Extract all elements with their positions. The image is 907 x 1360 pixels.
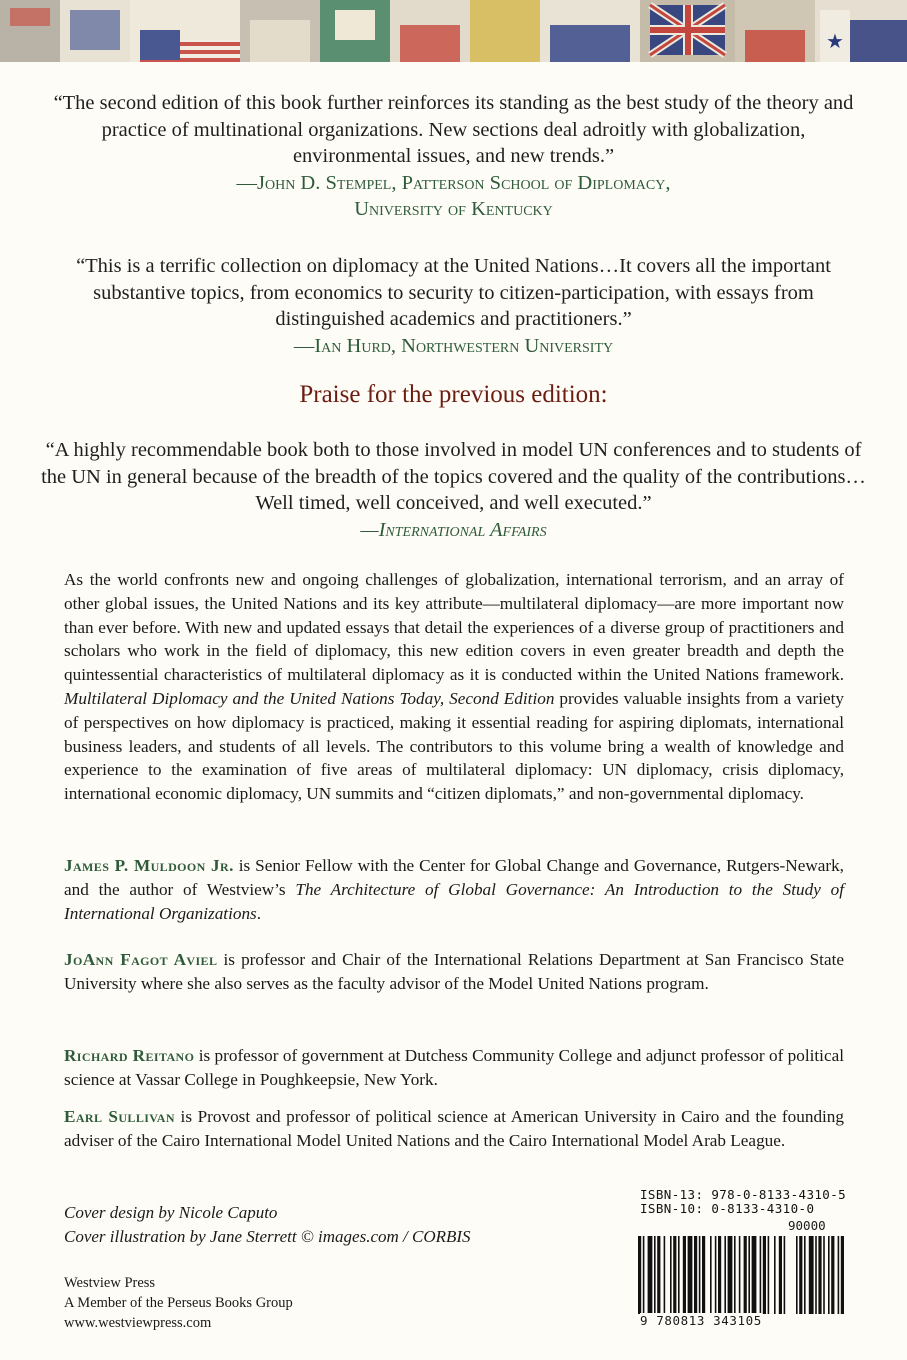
description-text: As the world confronts new and ongoing challenges of globalization, international terrorism, and an array of other global issues, the United Nations and its key attribute—multilateral diplomacy—are more important now than ever before. With new and updated essays that detail the experiences of a diverse group of practitioners and scholars who work in the field of diplomacy, this new edition covers in even greater breadth and depth the quintessential characteristics of multilateral diplomacy as it is conducted within the United Nations framework. — [64, 570, 844, 685]
barcode-bar — [734, 1236, 736, 1314]
barcode-bar — [744, 1236, 747, 1314]
author-bio-end: . — [256, 903, 262, 923]
barcode-bar — [702, 1236, 705, 1314]
barcode-bar — [763, 1236, 766, 1314]
barcode-bar — [796, 1236, 798, 1314]
barcode-bar — [688, 1236, 693, 1314]
quote-attribution: —John D. Stempel, Patterson School of Diplomacy, — [236, 171, 671, 194]
barcode-bar — [654, 1236, 656, 1314]
flags-illustration-icon — [0, 0, 907, 62]
author-name: Earl Sullivan — [64, 1107, 175, 1126]
price-code: 90000 — [788, 1218, 826, 1233]
barcode-bar — [768, 1236, 770, 1314]
barcode-bar — [779, 1236, 782, 1314]
quote-attribution-affiliation: University of Kentucky — [354, 198, 553, 220]
author-bio-aviel — [64, 948, 844, 996]
cover-credits — [64, 1201, 471, 1249]
publisher-info — [64, 1273, 293, 1333]
barcode-bar — [739, 1236, 741, 1314]
barcode-bar — [809, 1236, 814, 1314]
author-bio: is professor of government at Dutchess Community College and adjunct professor of political science at Vassar College in Poughkeepsie, New York. — [64, 1046, 844, 1089]
author-name: Richard Reitano — [64, 1046, 195, 1065]
svg-text:★: ★ — [826, 31, 844, 53]
barcode-bar — [838, 1236, 840, 1314]
barcode-bar — [804, 1236, 806, 1314]
barcode-bar — [638, 1236, 641, 1314]
barcode-bar — [718, 1236, 721, 1314]
author-book-title: The Architecture of Global Governance: An Introduction to the Study of International Organizations — [64, 879, 844, 923]
author-name: JoAnn Fagot Aviel — [64, 950, 218, 969]
barcode-digits: 9 780813 343105 — [640, 1313, 762, 1328]
quote-hurd — [40, 253, 867, 359]
publisher-url[interactable]: www.westviewpress.com — [64, 1315, 212, 1331]
barcode-bar — [841, 1236, 844, 1314]
barcode-bar — [815, 1236, 817, 1314]
isbn-10: ISBN-10: 0-8133-4310-0 — [640, 1201, 815, 1216]
barcode-bar — [678, 1236, 680, 1314]
barcode-bar — [648, 1236, 653, 1314]
quote-attribution: —Ian Hurd, Northwestern University — [293, 334, 614, 357]
cover-design-credit: Cover design by Nicole Caputo — [64, 1203, 278, 1222]
barcode-bar — [670, 1236, 672, 1314]
flags-banner — [0, 0, 907, 62]
barcode-bar — [664, 1236, 666, 1314]
author-bio-sullivan — [64, 1105, 844, 1153]
barcode-bar — [699, 1236, 701, 1314]
barcode-bar — [710, 1236, 712, 1314]
barcode-bar — [823, 1236, 825, 1314]
barcode-bar — [657, 1236, 660, 1314]
barcode-bar — [760, 1236, 762, 1314]
author-bio-reitano — [64, 1044, 844, 1092]
cover-illustration-credit: Cover illustration by Jane Sterrett © images.com / CORBIS — [64, 1227, 471, 1246]
quote-text: “A highly recommendable book both to those involved in model UN conferences and to students of the UN in general because of the breadth of the topics covered and the quality of the contributions…Well timed, well conceived, and well executed.” — [41, 439, 866, 514]
quote-previous-edition — [40, 437, 867, 543]
author-bio-muldoon — [64, 854, 844, 925]
publisher-name: Westview Press — [64, 1275, 156, 1291]
book-title: Multilateral Diplomacy and the United Nations Today, Second Edition — [64, 688, 555, 708]
author-bio: is professor and Chair of the International Relations Department at San Francisco State University where she also serves as the faculty advisor of the Model United Nations program. — [64, 950, 844, 993]
barcode-bar — [799, 1236, 802, 1314]
book-description — [64, 568, 844, 806]
publisher-group: A Member of the Perseus Books Group — [64, 1295, 293, 1311]
barcode-bar — [673, 1236, 676, 1314]
quote-text: “The second edition of this book further reinforces its standing as the best study of the theory and practice of multinational organizations. New sections deal adroitly with globalization, environmental issues, and new trends.” — [53, 92, 854, 167]
barcode-bar — [831, 1236, 834, 1314]
barcode-bar — [818, 1236, 821, 1314]
barcode-bar — [784, 1236, 786, 1314]
praise-heading: Praise for the previous edition: — [299, 381, 608, 408]
author-bio: is Senior Fellow with the Center for Global Change and Governance, Rutgers-Newark, and the author of Westview’s — [64, 856, 844, 899]
quote-attribution: —International Affairs — [360, 518, 547, 541]
barcode-bar — [683, 1236, 686, 1314]
author-bio: is Provost and professor of political science at American University in Cairo and the founding adviser of the Cairo International Model United Nations and the Cairo International Model Arab League. — [64, 1107, 844, 1150]
barcode-bar — [643, 1236, 645, 1314]
barcode-bar — [728, 1236, 733, 1314]
barcode-bar — [774, 1236, 776, 1314]
barcode-bar — [828, 1236, 830, 1314]
author-name: James P. Muldoon Jr. — [64, 856, 234, 875]
barcode-bar — [752, 1236, 757, 1314]
isbn-13: ISBN-13: 978-0-8133-4310-5 — [640, 1187, 847, 1202]
isbn-block — [640, 1188, 846, 1216]
barcode-bar — [715, 1236, 717, 1314]
quote-text: “This is a terrific collection on diplomacy at the United Nations…It covers all the important substantive topics, from economics to security to citizen-participation, with essays from distinguished academics and practitioners.” — [76, 255, 831, 330]
barcode-bar — [694, 1236, 697, 1314]
description-text-cont: provides valuable insights from a variety of perspectives on how diplomacy is practiced, making it essential reading for aspiring diplomats, international business leaders, and students of all levels. The contributors to this volume bring a wealth of knowledge and experience to the examination of five areas of multilateral diplomacy: UN diplomacy, crisis diplomacy, international economic diplomacy, UN summits and “citizen diplomats,” and non-governmental diplomacy. — [64, 688, 845, 804]
barcode-bar — [748, 1236, 750, 1314]
quote-stempel — [40, 90, 867, 223]
barcode-bar — [724, 1236, 726, 1314]
